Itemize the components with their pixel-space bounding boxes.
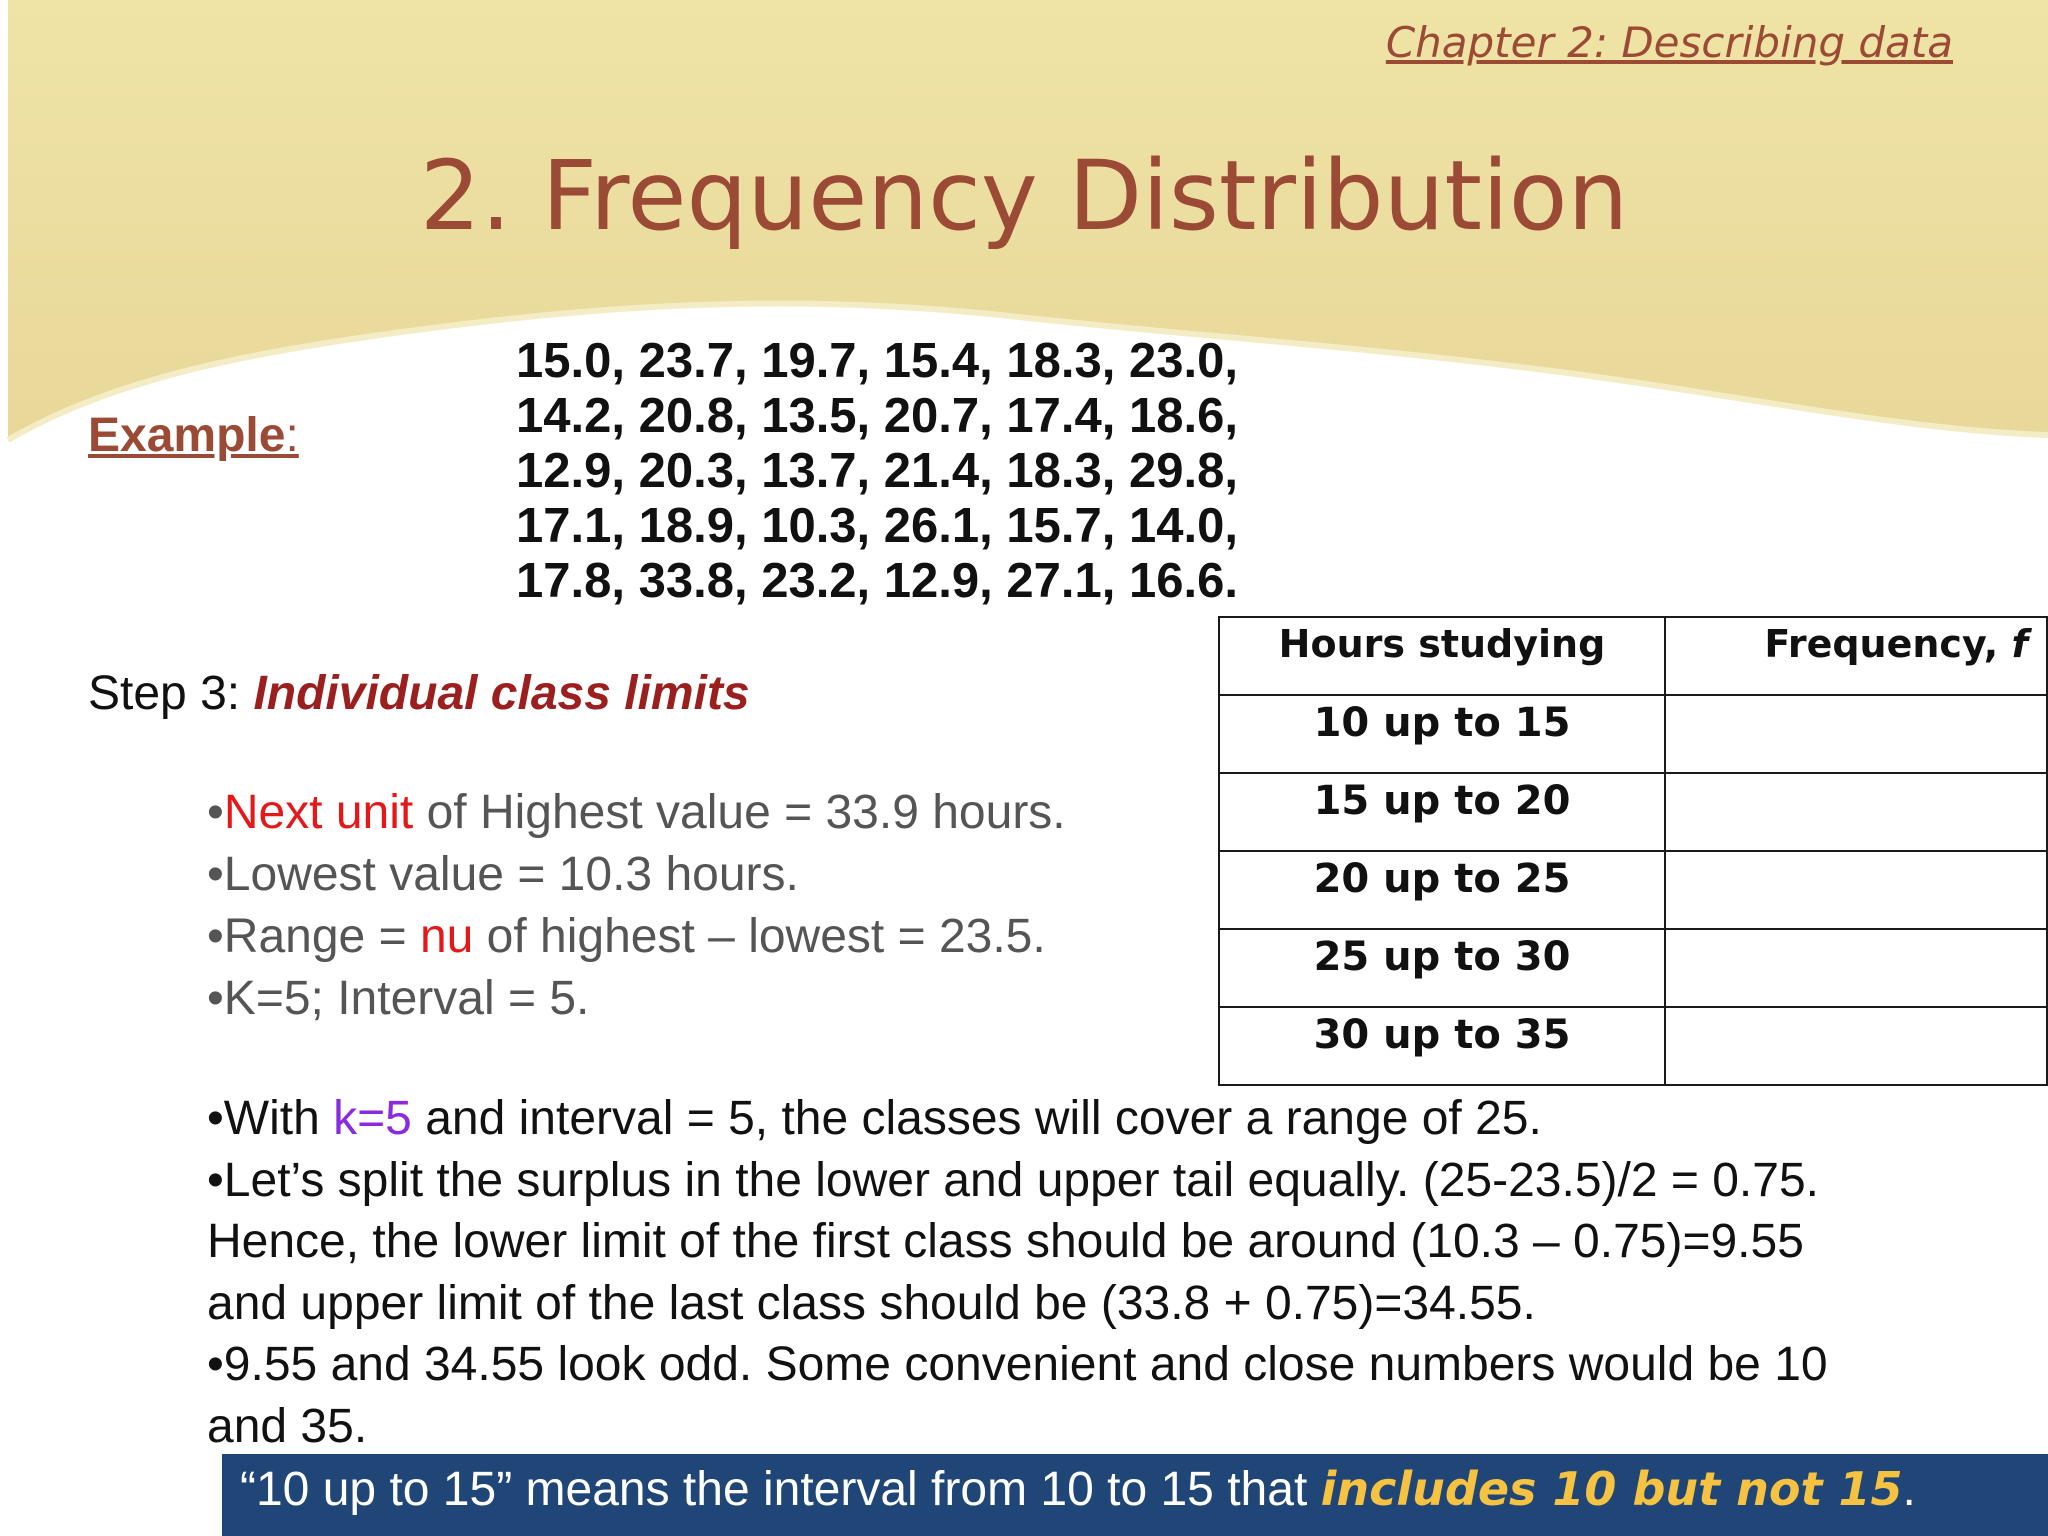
data-line: 12.9, 20.3, 13.7, 21.4, 18.3, 29.8,: [516, 444, 1238, 498]
step-bullets: [207, 782, 1066, 1030]
example-colon: :: [285, 409, 299, 462]
bullet-text: •Range =: [207, 910, 420, 963]
footer-text: “10 up to 15” means the interval from 10 to 15 that: [240, 1463, 1321, 1516]
example-data: [516, 334, 1238, 609]
bullet-surplus: •Let’s split the surplus in the lower and upper tail equally. (25-23.5)/2 = 0.75.: [207, 1153, 1819, 1207]
bullet-text: and interval = 5, the classes will cover a range of 25.: [411, 1092, 1542, 1145]
bullet-range: [207, 906, 1066, 968]
class-cell: 20 up to 25: [1219, 851, 1665, 929]
bullet-convenient: •9.55 and 34.55 look odd. Some convenient and close numbers would be 10: [207, 1338, 1828, 1391]
table-row: [1219, 929, 2047, 1007]
bullet-next-unit: [207, 782, 1066, 844]
bullet-text: of highest – lowest = 23.5.: [473, 910, 1046, 963]
data-line: 17.8, 33.8, 23.2, 12.9, 27.1, 16.6.: [516, 554, 1238, 608]
data-line: 17.1, 18.9, 10.3, 26.1, 15.7, 14.0,: [516, 499, 1238, 553]
step-heading: [88, 666, 750, 721]
frequency-cell: [1665, 851, 2047, 929]
bullet-marker: •: [207, 786, 224, 839]
footer-period: .: [1902, 1463, 1916, 1516]
table-row: [1219, 695, 2047, 773]
bullet-k: [207, 1088, 1997, 1150]
header-hours: Hours studying: [1219, 617, 1665, 695]
example-label: [88, 408, 299, 463]
header-frequency-var: f: [2011, 622, 2028, 666]
bullet-surplus-cont: and upper limit of the last class should be (33.8 + 0.75)=34.55.: [207, 1276, 1536, 1330]
frequency-cell: [1665, 929, 2047, 1007]
frequency-cell: [1665, 773, 2047, 851]
step-emphasis: Individual class limits: [253, 667, 750, 720]
next-unit-term: Next unit: [223, 786, 414, 839]
header-frequency-text: Frequency,: [1764, 622, 2012, 666]
class-cell: 30 up to 35: [1219, 1007, 1665, 1085]
bullet-text: •With: [207, 1092, 334, 1145]
explanation-bullets: [207, 1088, 1997, 1457]
bullet-lowest: •Lowest value = 10.3 hours.: [207, 848, 799, 901]
header-frequency: [1665, 617, 2047, 695]
frequency-cell: [1665, 1007, 2047, 1085]
table-row: [1219, 773, 2047, 851]
class-cell: 10 up to 15: [1219, 695, 1665, 773]
data-line: 15.0, 23.7, 19.7, 15.4, 18.3, 23.0,: [516, 334, 1238, 388]
chapter-link[interactable]: Chapter 2: Describing data: [1385, 18, 1953, 67]
table-header-row: [1219, 617, 2047, 695]
footer-note: [240, 1462, 1916, 1517]
class-cell: 25 up to 30: [1219, 929, 1665, 1007]
footer-emphasis: includes 10 but not 15: [1320, 1462, 1903, 1516]
bullet-surplus-cont: Hence, the lower limit of the first class should be around (10.3 – 0.75)=9.55: [207, 1215, 1804, 1268]
example-label-text: Example: [88, 409, 286, 462]
frequency-table: [1218, 616, 2048, 1086]
frequency-cell: [1665, 695, 2047, 773]
bullet-interval: •K=5; Interval = 5.: [207, 972, 590, 1025]
k-term: k=5: [333, 1092, 412, 1145]
page-title: 2. Frequency Distribution: [419, 140, 1629, 252]
step-prefix: Step 3:: [88, 667, 254, 720]
class-cell: 15 up to 20: [1219, 773, 1665, 851]
nu-term: nu: [419, 910, 474, 963]
bullet-convenient-cont: and 35.: [207, 1399, 368, 1453]
data-line: 14.2, 20.8, 13.5, 20.7, 17.4, 18.6,: [516, 389, 1238, 443]
bullet-text: of Highest value = 33.9 hours.: [413, 786, 1066, 839]
table-row: [1219, 851, 2047, 929]
table-row: [1219, 1007, 2047, 1085]
